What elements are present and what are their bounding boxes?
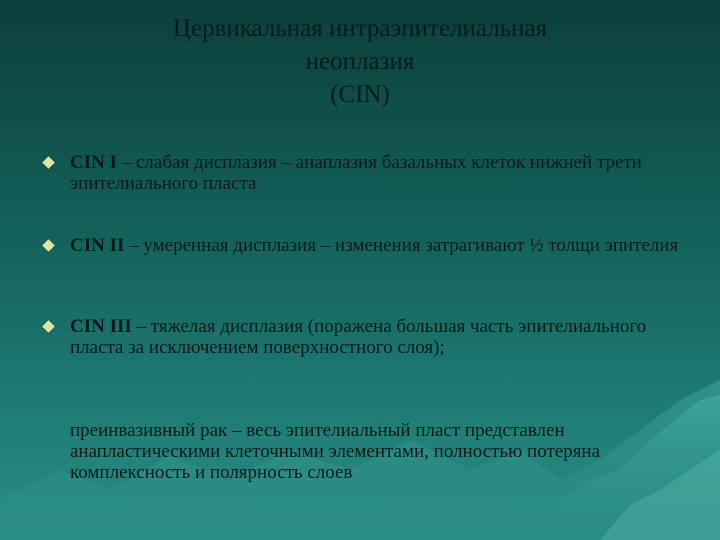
bullet-text: – умеренная дисплазия – изменения затрагивают ½ толщи эпителия xyxy=(124,235,679,256)
bullet-grade: CIN I xyxy=(70,152,117,173)
bullet-text: – тяжелая дисплазия (поражена большая часть эпителиального пласта за исключением поверхностного слоя); xyxy=(70,316,647,358)
bullet-item-cin-3 xyxy=(40,316,680,358)
diamond-bullet-icon xyxy=(42,156,55,169)
diamond-bullet-icon xyxy=(42,239,55,252)
bullet-text: – слабая дисплазия – анаплазия базальных клеток нижней трети эпителиального пласта xyxy=(70,152,642,194)
preinvasive-cancer-paragraph: преинвазивный рак – весь эпителиальный пласт представлен анапластическими клеточными элементами, полностью потеряна комплексность и полярность слоев xyxy=(70,420,601,483)
diamond-bullet-icon xyxy=(42,320,55,333)
slide-title-line: (CIN) xyxy=(330,81,390,108)
slide-title-line: неоплазия xyxy=(305,48,415,75)
bullet-grade: CIN II xyxy=(70,235,125,256)
bullet-item-cin-2 xyxy=(40,235,678,256)
bullet-grade: CIN III xyxy=(70,316,132,337)
bullet-item-cin-1 xyxy=(40,152,680,194)
slide-title-line: Цервикальная интраэпителиальная xyxy=(172,15,548,42)
slide-title xyxy=(60,12,660,111)
